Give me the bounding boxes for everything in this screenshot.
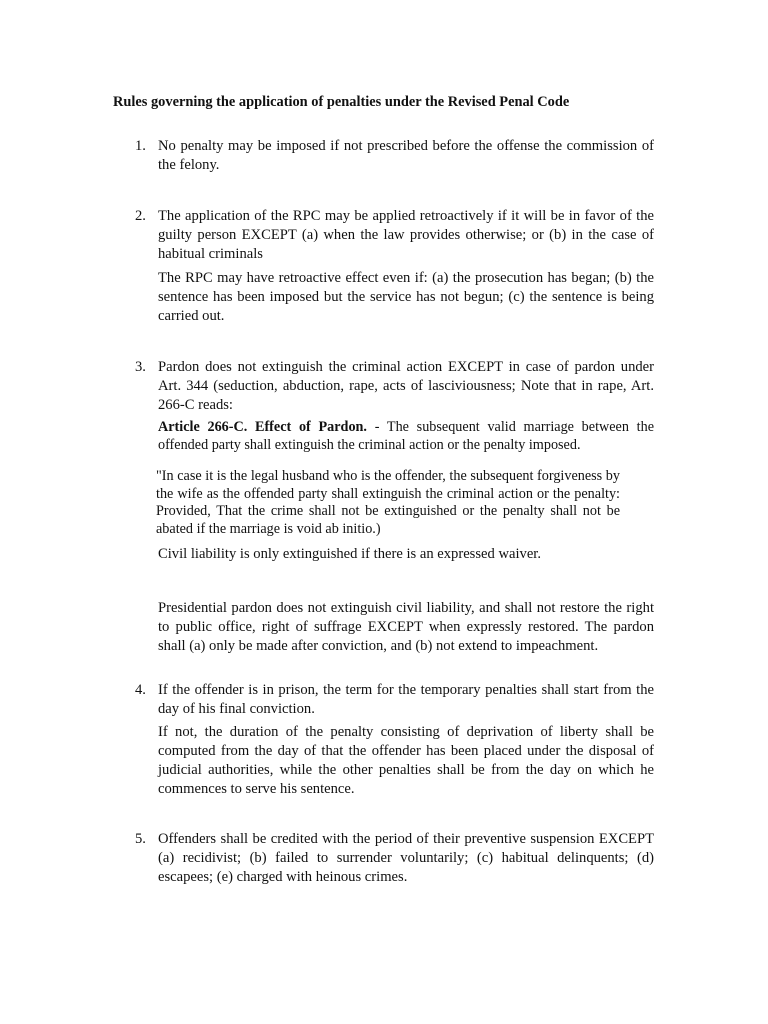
rule-4-text: If the offender is in prison, the term for the temporary penalties shall start from the day of his final conviction. (158, 682, 654, 717)
rule-5-text: Offenders shall be credited with the period of their preventive suspension EXCEPT (a) recidivist; (b) failed to surrender voluntarily; (c) habitual delinquents; (d) escapees; (e) charged with heinous crimes. (158, 831, 654, 885)
article-266c-heading: Article 266-C. Effect of Pardon. (158, 419, 367, 435)
rule-4-computation-text: If not, the duration of the penalty consisting of deprivation of liberty shall be computed from the day of that the offender has been placed under the disposal of judicial authorities, while the other penalties shall be from the day on which he commences to serve his sentence. (158, 724, 654, 797)
article-266c-quote: "In case it is the legal husband who is the offender, the subsequent forgiveness by the wife as the offended party shall extinguish the criminal action or the penalty: Provided, That the crime shall not be extinguished or the penalty shall not be abated if the marriage is void ab initio.) (156, 468, 620, 537)
rule-3-text: Pardon does not extinguish the criminal action EXCEPT in case of pardon under Art. 344 (seduction, abduction, rape, acts of lasciviousness; Note that in rape, Art. 266-C reads: (158, 359, 654, 413)
rule-1-text: No penalty may be imposed if not prescribed before the offense the commission of the felony. (158, 138, 654, 173)
document-title: Rules governing the application of penalties under the Revised Penal Code (113, 94, 570, 110)
rule-3-number: 3. (135, 359, 146, 375)
article-266c (158, 419, 654, 454)
rule-1-number: 1. (135, 138, 146, 154)
rule-4-number: 4. (135, 682, 146, 698)
rule-5-number: 5. (135, 831, 146, 847)
rule-2-retroactive-text: The RPC may have retroactive effect even if: (a) the prosecution has began; (b) the sentence has been imposed but the service has not begun; (c) the sentence is being carried out. (158, 270, 654, 324)
rule-2-text: The application of the RPC may be applied retroactively if it will be in favor of the guilty person EXCEPT (a) when the law provides otherwise; or (b) in the case of habitual criminals (158, 208, 654, 262)
article-266c-text: - The subsequent valid marriage between the offended party shall extinguish the criminal action or the penalty imposed. (158, 419, 655, 453)
presidential-pardon-text: Presidential pardon does not extinguish civil liability, and shall not restore the right to public office, right of suffrage EXCEPT when expressly restored. The pardon shall (a) only be made after conviction, and (b) not extend to impeachment. (158, 600, 654, 654)
civil-liability-text: Civil liability is only extinguished if there is an expressed waiver. (158, 546, 542, 562)
rule-2-number: 2. (135, 208, 146, 224)
